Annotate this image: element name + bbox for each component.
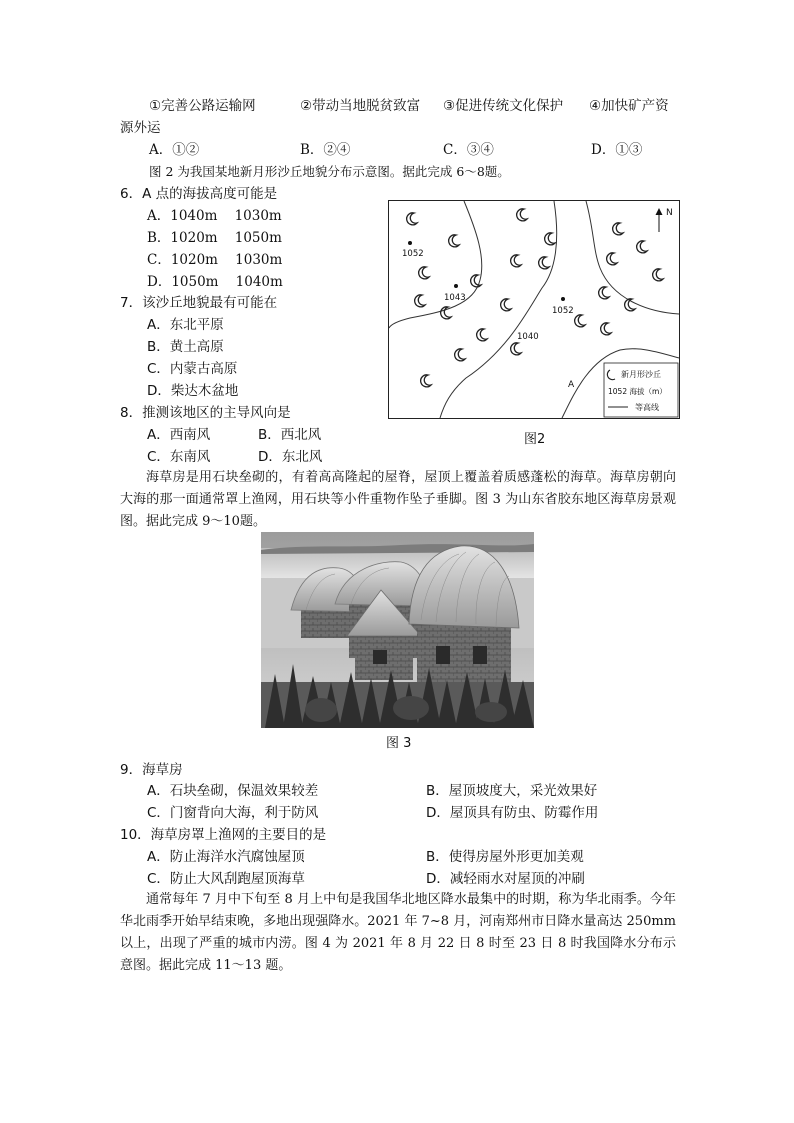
- fig3-caption: 图 3: [386, 736, 412, 751]
- option-item-4-cont: 源外运: [120, 120, 161, 136]
- point-a-label: A: [568, 380, 575, 390]
- q10-option-d: D．减轻雨水对屋顶的冲刷: [426, 871, 585, 887]
- q6-option-b: B．1020m 1050m: [147, 230, 282, 246]
- legend-contour-label: 等高线: [635, 403, 659, 412]
- dune-map-figure: [388, 200, 680, 419]
- elevation-label: 1052: [402, 249, 424, 259]
- q5-option-d: D．①③: [591, 142, 643, 158]
- q5-option-b: B．②④: [300, 142, 351, 158]
- elevation-point: [454, 284, 458, 288]
- q6-option-c: C．1020m 1030m: [147, 252, 283, 268]
- q8-stem: 8．推测该地区的主导风向是: [120, 405, 291, 421]
- q7-option-d: D．柴达木盆地: [147, 383, 239, 399]
- q8-option-b: B．西北风: [258, 427, 322, 443]
- q7-stem: 7．该沙丘地貌最有可能在: [120, 295, 278, 311]
- q7-option-c: C．内蒙古高原: [147, 361, 238, 377]
- q10-option-b: B．使得房屋外形更加美观: [426, 849, 584, 865]
- q6-option-d: D．1050m 1040m: [147, 274, 283, 290]
- fig2-caption: 图2: [524, 432, 546, 447]
- q9-option-c: C．门窗背向大海，利于防风: [147, 805, 319, 821]
- q10-stem: 10．海草房罩上渔网的主要目的是: [120, 827, 327, 843]
- q5-option-c: C．③④: [443, 142, 494, 158]
- q7-option-a: A．东北平原: [147, 317, 224, 333]
- q10-option-a: A．防止海洋水汽腐蚀屋顶: [147, 849, 305, 865]
- q7-option-b: B．黄土高原: [147, 339, 224, 355]
- q5-option-a: A．①②: [149, 142, 200, 158]
- legend-dune-label: 新月形沙丘: [621, 370, 661, 379]
- q9-stem: 9．海草房: [120, 762, 183, 778]
- q9-option-a: A．石块垒砌，保温效果较差: [147, 783, 319, 799]
- passage-text: 通常每年 7 月中下旬至 8 月上中旬是我国华北地区降水最集中的时期，称为华北雨季。今年华北雨季开始早结束晚，多地出现强降水。2021 年 7~8 月，河南郑州市日降水量高达 250mm 以上，出现了严重的城市内涝。图 4 为 2021 年 8 月 22 日 8 时至 23 日 8 时我国降水分布示意图。据此完成 11～13 题。: [120, 892, 676, 973]
- q8-option-d: D．东北风: [258, 449, 323, 465]
- elevation-point: [561, 297, 565, 301]
- contour-label: 1040: [517, 332, 539, 342]
- q9-option-b: B．屋顶坡度大，采光效果好: [426, 783, 598, 799]
- option-item-3: ③促进传统文化保护: [443, 98, 564, 114]
- q8-option-a: A．西南风: [147, 427, 211, 443]
- north-label: N: [666, 208, 673, 218]
- fig2-intro: 图 2 为我国某地新月形沙丘地貌分布示意图。据此完成 6～8题。: [149, 164, 510, 179]
- q9-option-d: D．屋顶具有防虫、防霉作用: [426, 805, 599, 821]
- legend-elevation-label: 1052 海拔（m）: [608, 387, 667, 396]
- q6-option-a: A．1040m 1030m: [147, 208, 282, 224]
- elevation-label: 1052: [552, 306, 574, 316]
- q10-option-c: C．防止大风刮跑屋顶海草: [147, 871, 305, 887]
- option-item-1: ①完善公路运输网: [149, 98, 256, 114]
- q6-stem: 6．A 点的海拔高度可能是: [120, 186, 278, 202]
- option-item-4: ④加快矿产资: [589, 98, 669, 114]
- option-item-2: ②带动当地脱贫致富: [300, 98, 421, 114]
- elevation-point: [408, 241, 412, 245]
- seaweed-house-passage: [120, 467, 676, 533]
- elevation-label: 1043: [444, 293, 466, 303]
- q8-option-c: C．东南风: [147, 449, 211, 465]
- seaweed-house-photo: [261, 532, 534, 728]
- passage-text: 海草房是用石块垒砌的，有着高高隆起的屋脊，屋顶上覆盖着质感蓬松的海草。海草房朝向大海的那一面通常罩上渔网，用石块等小件重物作坠子垂脚。图 3 为山东省胶东地区海草房景观图。据此完成 9～10题。: [120, 470, 676, 529]
- north-china-rain-passage: [120, 889, 676, 977]
